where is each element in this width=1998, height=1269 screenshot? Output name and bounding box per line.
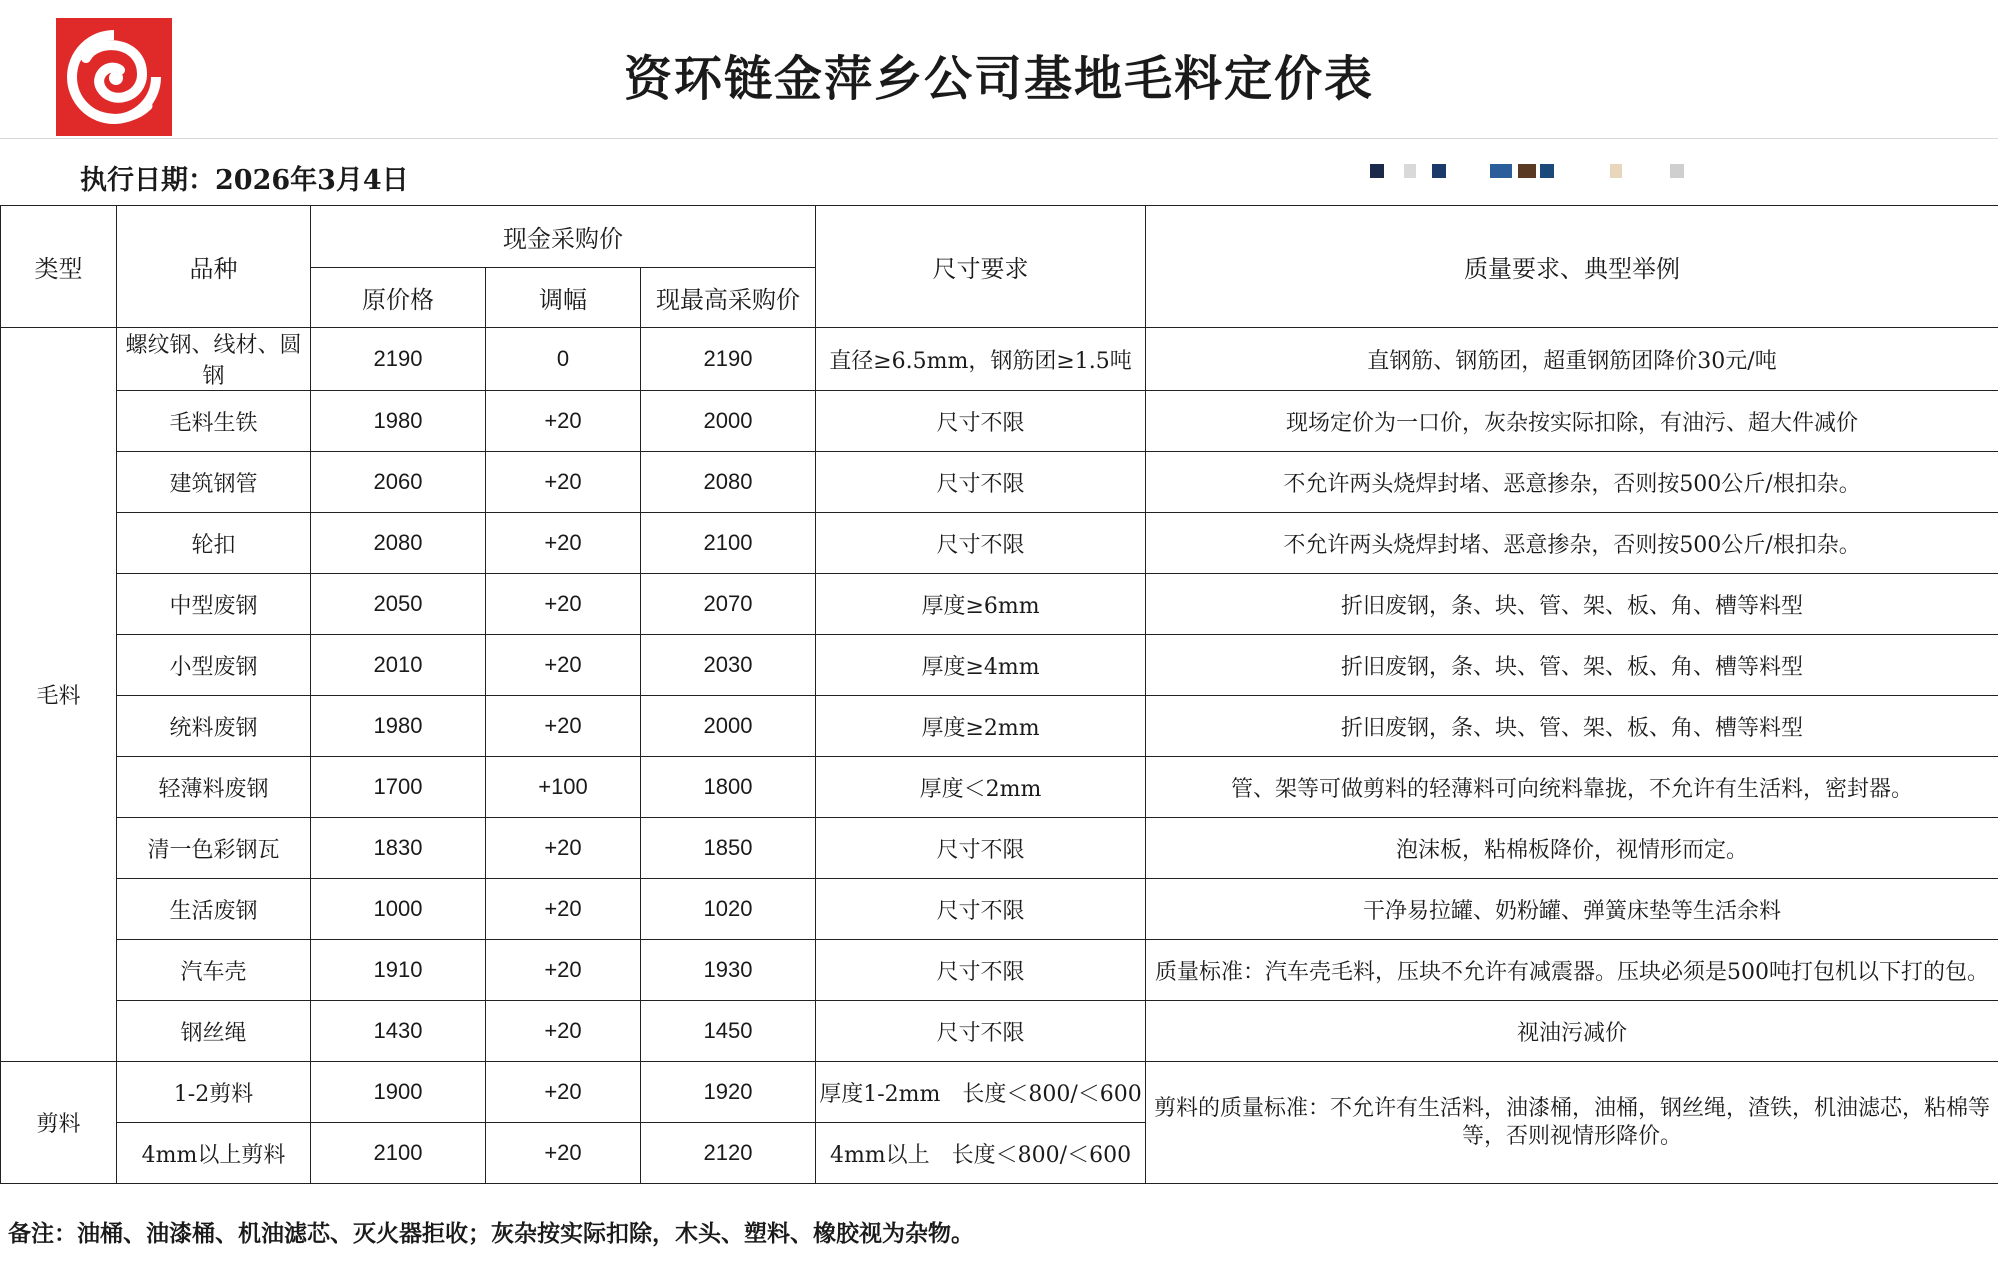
table-row — [1, 1062, 1998, 1123]
adjustment-cell: 0 — [486, 328, 641, 391]
quality-cell: 泡沫板，粘棉板降价，视情形而定。 — [1146, 818, 1998, 879]
original-price-cell: 2100 — [311, 1123, 486, 1184]
original-price-cell: 2050 — [311, 574, 486, 635]
size-cell: 尺寸不限 — [816, 940, 1146, 1001]
size-cell: 厚度≥6mm — [816, 574, 1146, 635]
quality-cell: 折旧废钢，条、块、管、架、板、角、槽等料型 — [1146, 696, 1998, 757]
size-cell: 尺寸不限 — [816, 818, 1146, 879]
page-header — [0, 0, 1998, 139]
variety-cell: 小型废钢 — [117, 635, 311, 696]
adjustment-cell: +20 — [486, 818, 641, 879]
footer-remark: 备注：油桶、油漆桶、机油滤芯、灭火器拒收；灰杂按实际扣除，木头、塑料、橡胶视为杂物。 — [8, 1220, 974, 1247]
header-quality-req: 质量要求、典型举例 — [1146, 206, 1998, 328]
table-row — [1, 513, 1998, 574]
max-price-cell: 1930 — [641, 940, 816, 1001]
variety-cell: 钢丝绳 — [117, 1001, 311, 1062]
original-price-cell: 2190 — [311, 328, 486, 391]
header-type: 类型 — [1, 206, 117, 328]
adjustment-cell: +20 — [486, 1123, 641, 1184]
adjustment-cell: +100 — [486, 757, 641, 818]
variety-cell: 1-2剪料 — [117, 1062, 311, 1123]
original-price-cell: 1910 — [311, 940, 486, 1001]
max-price-cell: 2000 — [641, 696, 816, 757]
max-price-cell: 2070 — [641, 574, 816, 635]
table-row — [1, 328, 1998, 391]
header-max-price: 现最高采购价 — [641, 268, 816, 328]
size-cell: 尺寸不限 — [816, 1001, 1146, 1062]
max-price-cell: 2100 — [641, 513, 816, 574]
quality-cell: 不允许两头烧焊封堵、恶意掺杂，否则按500公斤/根扣杂。 — [1146, 452, 1998, 513]
adjustment-cell: +20 — [486, 1062, 641, 1123]
original-price-cell: 2010 — [311, 635, 486, 696]
header-adjustment: 调幅 — [486, 268, 641, 328]
size-cell: 尺寸不限 — [816, 391, 1146, 452]
quality-cell: 视油污减价 — [1146, 1001, 1998, 1062]
adjustment-cell: +20 — [486, 879, 641, 940]
size-cell: 厚度≥2mm — [816, 696, 1146, 757]
header-original-price: 原价格 — [311, 268, 486, 328]
original-price-cell: 1980 — [311, 391, 486, 452]
variety-cell: 轻薄料废钢 — [117, 757, 311, 818]
adjustment-cell: +20 — [486, 635, 641, 696]
group-label-cut: 剪料 — [1, 1062, 117, 1184]
adjustment-cell: +20 — [486, 1001, 641, 1062]
variety-cell: 螺纹钢、线材、圆钢 — [117, 328, 311, 391]
original-price-cell: 1980 — [311, 696, 486, 757]
table-row — [1, 757, 1998, 818]
variety-cell: 清一色彩钢瓦 — [117, 818, 311, 879]
max-price-cell: 1920 — [641, 1062, 816, 1123]
table-row — [1, 574, 1998, 635]
original-price-cell: 1900 — [311, 1062, 486, 1123]
table-row — [1, 696, 1998, 757]
table-row — [1, 940, 1998, 1001]
page-title: 资环链金萍乡公司基地毛料定价表 — [623, 51, 1374, 107]
size-cell: 尺寸不限 — [816, 879, 1146, 940]
quality-cell: 不允许两头烧焊封堵、恶意掺杂，否则按500公斤/根扣杂。 — [1146, 513, 1998, 574]
max-price-cell: 1850 — [641, 818, 816, 879]
price-table — [0, 205, 1998, 1184]
quality-cell: 质量标准：汽车壳毛料，压块不允许有减震器。压块必须是500吨打包机以下打的包。 — [1146, 940, 1998, 1001]
variety-cell: 轮扣 — [117, 513, 311, 574]
adjustment-cell: +20 — [486, 391, 641, 452]
max-price-cell: 1020 — [641, 879, 816, 940]
max-price-cell: 2190 — [641, 328, 816, 391]
quality-cell: 干净易拉罐、奶粉罐、弹簧床垫等生活余料 — [1146, 879, 1998, 940]
max-price-cell: 1800 — [641, 757, 816, 818]
quality-cell: 管、架等可做剪料的轻薄料可向统料靠拢，不允许有生活料，密封器。 — [1146, 757, 1998, 818]
max-price-cell: 2000 — [641, 391, 816, 452]
size-cell: 尺寸不限 — [816, 452, 1146, 513]
original-price-cell: 1430 — [311, 1001, 486, 1062]
max-price-cell: 2120 — [641, 1123, 816, 1184]
size-cell: 厚度＜2mm — [816, 757, 1146, 818]
variety-cell: 统料废钢 — [117, 696, 311, 757]
table-row — [1, 1001, 1998, 1062]
max-price-cell: 1450 — [641, 1001, 816, 1062]
group-label-raw: 毛料 — [1, 328, 117, 1062]
variety-cell: 4mm以上剪料 — [117, 1123, 311, 1184]
adjustment-cell: +20 — [486, 940, 641, 1001]
execution-date: 执行日期：2026年3月4日 — [80, 165, 409, 196]
variety-cell: 建筑钢管 — [117, 452, 311, 513]
variety-cell: 生活废钢 — [117, 879, 311, 940]
size-cell: 尺寸不限 — [816, 513, 1146, 574]
variety-cell: 中型废钢 — [117, 574, 311, 635]
original-price-cell: 1000 — [311, 879, 486, 940]
size-cell: 厚度1-2mm 长度＜800/＜600 — [816, 1062, 1146, 1123]
size-cell: 4mm以上 长度＜800/＜600 — [816, 1123, 1146, 1184]
header-size-req: 尺寸要求 — [816, 206, 1146, 328]
variety-cell: 汽车壳 — [117, 940, 311, 1001]
adjustment-cell: +20 — [486, 574, 641, 635]
table-row — [1, 391, 1998, 452]
adjustment-cell: +20 — [486, 513, 641, 574]
size-cell: 厚度≥4mm — [816, 635, 1146, 696]
quality-cell: 折旧废钢，条、块、管、架、板、角、槽等料型 — [1146, 574, 1998, 635]
adjustment-cell: +20 — [486, 696, 641, 757]
original-price-cell: 1700 — [311, 757, 486, 818]
header-cash-price: 现金采购价 — [311, 206, 816, 268]
adjustment-cell: +20 — [486, 452, 641, 513]
redacted-marks — [1370, 160, 1690, 184]
variety-cell: 毛料生铁 — [117, 391, 311, 452]
quality-cell: 现场定价为一口价，灰杂按实际扣除，有油污、超大件减价 — [1146, 391, 1998, 452]
table-row — [1, 635, 1998, 696]
cut-quality-cell: 剪料的质量标准：不允许有生活料，油漆桶，油桶，钢丝绳，渣铁，机油滤芯，粘棉等等，否则视情形降价。 — [1146, 1062, 1998, 1184]
original-price-cell: 2080 — [311, 513, 486, 574]
table-row — [1, 818, 1998, 879]
table-row — [1, 879, 1998, 940]
max-price-cell: 2030 — [641, 635, 816, 696]
original-price-cell: 1830 — [311, 818, 486, 879]
table-row — [1, 452, 1998, 513]
header-variety: 品种 — [117, 206, 311, 328]
quality-cell: 直钢筋、钢筋团，超重钢筋团降价30元/吨 — [1146, 328, 1998, 391]
size-cell: 直径≥6.5mm，钢筋团≥1.5吨 — [816, 328, 1146, 391]
original-price-cell: 2060 — [311, 452, 486, 513]
max-price-cell: 2080 — [641, 452, 816, 513]
quality-cell: 折旧废钢，条、块、管、架、板、角、槽等料型 — [1146, 635, 1998, 696]
